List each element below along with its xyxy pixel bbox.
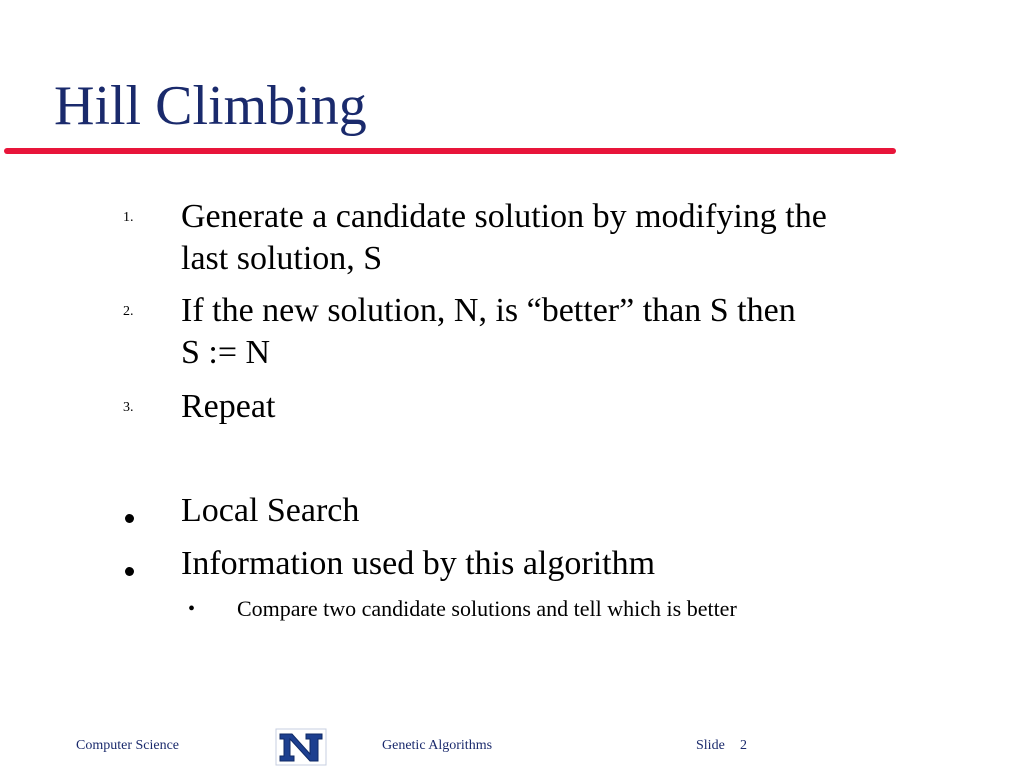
footer-center-text: Genetic Algorithms bbox=[382, 738, 493, 753]
sub-bullet-icon: • bbox=[188, 598, 196, 620]
footer-slide-label: Slide bbox=[696, 738, 725, 753]
bullet-dot-icon bbox=[125, 514, 134, 523]
item-line-2: S := N bbox=[181, 334, 271, 371]
sub-bullet-text: Compare two candidate solutions and tell which is better bbox=[237, 596, 737, 621]
footer-slide-number: 2 bbox=[740, 738, 747, 753]
item-number: 3. bbox=[123, 400, 134, 415]
item-line-1: Generate a candidate solution by modifying the bbox=[181, 198, 827, 235]
university-n-logo-icon bbox=[275, 728, 327, 766]
item-number: 1. bbox=[123, 210, 134, 225]
footer-left-text: Computer Science bbox=[76, 738, 180, 753]
item-number: 2. bbox=[123, 304, 134, 319]
item-line-2: last solution, S bbox=[181, 240, 383, 277]
item-line-1: If the new solution, N, is “better” than S then bbox=[181, 292, 796, 329]
slide-footer bbox=[0, 728, 1024, 768]
slide-title: Hill Climbing bbox=[54, 75, 367, 137]
bullet-text: Information used by this algorithm bbox=[181, 545, 656, 582]
title-underline bbox=[4, 148, 896, 154]
bullet-text: Local Search bbox=[181, 492, 360, 529]
bullet-dot-icon bbox=[125, 567, 134, 576]
item-line-1: Repeat bbox=[181, 388, 276, 425]
